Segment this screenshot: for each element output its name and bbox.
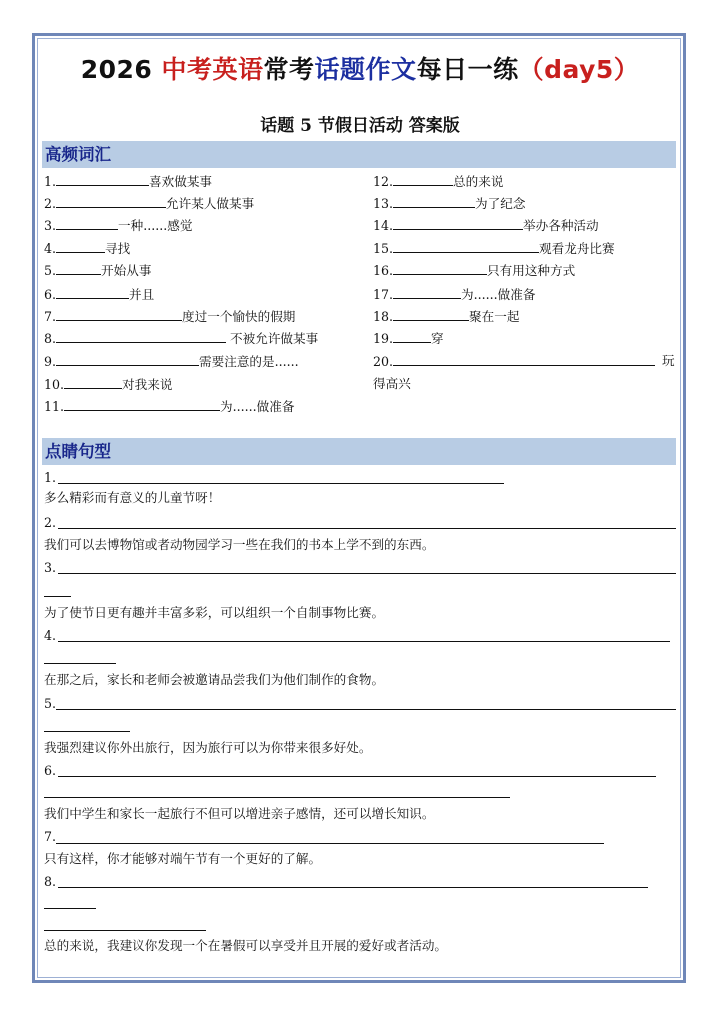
answer-line [44,930,206,931]
title-day: （day5） [518,55,640,84]
answer-line [56,843,604,844]
sentence-number: 7. [44,829,57,844]
answer-line [44,663,116,664]
vocab-item: 1. 喜欢做某事 [44,174,212,189]
sentence-translation: 多么精彩而有意义的儿童节呀！ [44,490,221,505]
title-topic: 话题作文 [314,55,417,84]
answer-line [44,596,71,597]
sentence-number: 1. [44,470,57,485]
answer-line [58,887,648,888]
sentence-translation: 在那之后，家长和老师会被邀请品尝我们为他们制作的食物。 [44,672,385,687]
vocab-item: 14. 举办各种活动 [373,218,599,233]
answer-line [44,797,510,798]
sentence-number: 2. [44,515,57,530]
worksheet-subtitle: 话题 5 节假日活动 答案版 [260,116,460,136]
answer-line [58,528,676,529]
vocab-item: 11. 为......做准备 [44,399,295,414]
sentence-translation: 我们可以去博物馆或者动物园学习一些在我们的书本上学不到的东西。 [44,537,435,552]
title-daily: 每日一练 [416,55,519,84]
vocab-item: 17. 为......做准备 [373,287,536,302]
answer-line [58,573,676,574]
vocab-item: 4. 寻找 [44,241,131,256]
sentence-number: 8. [44,874,57,889]
vocab-item: 5. 开始从事 [44,263,152,278]
answer-line [58,483,504,484]
vocab-item: 10. 对我来说 [44,377,173,392]
sentence-number: 4. [44,628,57,643]
sentence-translation: 总的来说，我建议你发现一个在暑假可以享受并且开展的爱好或者活动。 [44,938,447,953]
sentence-translation: 我强烈建议你外出旅行，因为旅行可以为你带来很多好处。 [44,740,372,755]
vocab-item: 7. 度过一个愉快的假期 [44,309,296,324]
vocab-item: 18. 聚在一起 [373,309,520,324]
answer-line [58,641,670,642]
sentence-translation: 为了使节日更有趣并丰富多彩，可以组织一个自制事物比赛。 [44,605,385,620]
vocab-item: 15. 观看龙舟比赛 [373,241,615,256]
title-subject: 中考英语 [161,55,264,84]
vocab-item: 3. 一种......感觉 [44,218,193,233]
title-common: 常考 [263,55,315,84]
sentence-translation: 我们中学生和家长一起旅行不但可以增进亲子感情，还可以增长知识。 [44,806,435,821]
worksheet-title [0,50,720,86]
vocab-item: 19. 穿 [373,331,444,346]
vocab-item: 13. 为了纪念 [373,196,526,211]
vocab-item-wrap: 得高兴 [373,376,411,391]
vocab-item: 2. 允许某人做某事 [44,196,255,211]
vocab-item-continued: 玩 [662,353,675,368]
vocab-item: 12. 总的来说 [373,174,504,189]
answer-line [44,908,96,909]
vocab-item: 9. 需要注意的是...... [44,354,299,369]
vocab-section-heading: 高频词汇 [42,141,676,168]
vocab-item: 20. [373,353,655,371]
vocab-item: 6. 并且 [44,287,155,302]
vocab-item: 16. 只有用这种方式 [373,263,576,278]
sentence-number: 3. [44,560,57,575]
title-year: 2026 [80,55,162,84]
sentence-section-heading: 点睛句型 [42,438,676,465]
sentence-number: 5. [44,696,57,711]
sentence-translation: 只有这样，你才能够对端午节有一个更好的了解。 [44,851,322,866]
answer-line [58,776,656,777]
answer-line [44,731,130,732]
sentence-number: 6. [44,763,57,778]
answer-line [56,709,676,710]
vocab-item: 8. 不被允许做某事 [44,331,319,346]
